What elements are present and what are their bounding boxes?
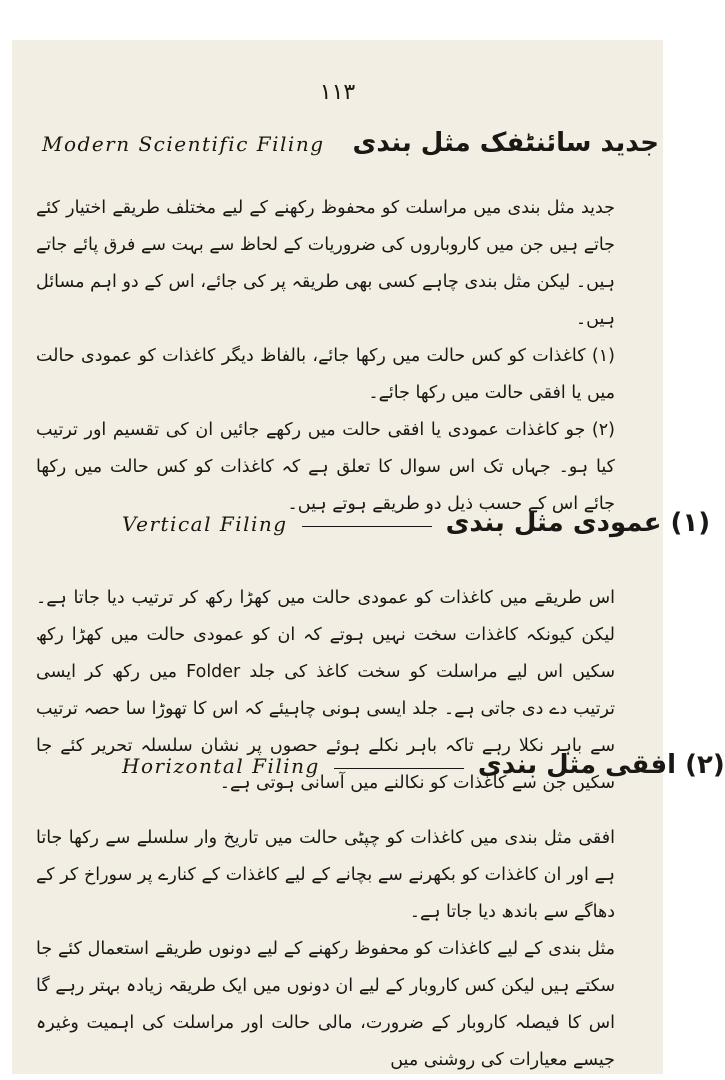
section-body-horizontal-filing [36, 820, 641, 1079]
section-body-modern-filing [36, 190, 641, 523]
section-heading-vertical-filing [122, 508, 711, 538]
heading-latin-title: Horizontal Filing [122, 754, 320, 778]
paragraph: (۱) کاغذات کو کس حالت میں رکھا جائے، بالفاظ دیگر کاغذات کو عمودی حالت میں یا افقی حالت میں رکھا جائے۔ [36, 346, 615, 403]
heading-rule [334, 768, 464, 769]
section-heading-modern-filing [42, 128, 660, 158]
heading-latin-title: Modern Scientific Filing [42, 132, 325, 156]
paragraph: افقی مثل بندی میں کاغذات کو چپٹی حالت میں تاریخ وار سلسلے سے رکھا جاتا ہے اور ان کاغذات کو بکھرنے سے بچانے کے لیے کاغذات کے کنارے پر سوراخ کر کے دھاگے سے باندھ دیا جاتا ہے۔ [36, 828, 615, 922]
paragraph: مثل بندی کے لیے کاغذات کو محفوظ رکھنے کے لیے دونوں طریقے استعمال کئے جا سکتے ہیں لیکن کس کاروبار کے لیے ان دونوں میں ایک طریقہ زیادہ بہتر رہے گا اس کا فیصلہ کاروبار کے ضرورت، مالی حالت اور مراسلت کی اہمیت وغیرہ جیسے معیارات کی روشنی میں [36, 939, 615, 1070]
paragraph: (۲) جو کاغذات عمودی یا افقی حالت میں رکھے جائیں ان کی تقسیم اور ترتیب کیا ہو۔ جہاں تک اس سوال کا تعلق ہے کہ کاغذات کو کس حالت میں رکھا جائے اس کے حسب ذیل دو طریقے ہوتے ہیں۔ [36, 420, 615, 514]
paragraph: اس طریقے میں کاغذات کو عمودی حالت میں کھڑا رکھ کر ترتیب دیا جاتا ہے۔ لیکن کیونکہ کاغذات سخت نہیں ہوتے کہ ان کو عمودی حالت میں کھڑا رکھ سکیں اس لیے مراسلت کو سخت کاغذ کی جلد Folder میں رکھ کر ایسی ترتیب دے دی جاتی ہے۔ جلد ایسی ہونی چاہیئے کہ اس کا تھوڑا سا حصہ ترتیب سے باہر نکلا رہے تاکہ باہر نکلے ہوئے حصوں پر نشان سلسلہ تحریر کئے جا سکیں جن سے کاغذات کو نکالنے میں آسانی ہوتی ہے۔ [36, 588, 616, 793]
page-number: ۱۱۳ [319, 80, 356, 105]
paragraph: جدید مثل بندی میں مراسلت کو محفوظ رکھنے کے لیے مختلف طریقے اختیار کئے جاتے ہیں جن میں کاروباروں کی ضروریات کے لحاظ سے بہت سے فرق پائے جاتے ہیں۔ لیکن مثل بندی چاہے کسی بھی طریقہ پر کی جائے، اس کے دو اہم مسائل ہیں۔ [36, 198, 615, 329]
book-page [12, 40, 725, 1074]
heading-urdu-title: (۲) افقی مثل بندی [477, 750, 725, 780]
heading-urdu-title: جدید سائنٹفک مثل بندی [352, 128, 660, 158]
section-heading-horizontal-filing [122, 750, 725, 780]
heading-latin-title: Vertical Filing [122, 512, 288, 536]
heading-rule [302, 526, 432, 527]
heading-urdu-title: (۱) عمودی مثل بندی [445, 508, 711, 538]
